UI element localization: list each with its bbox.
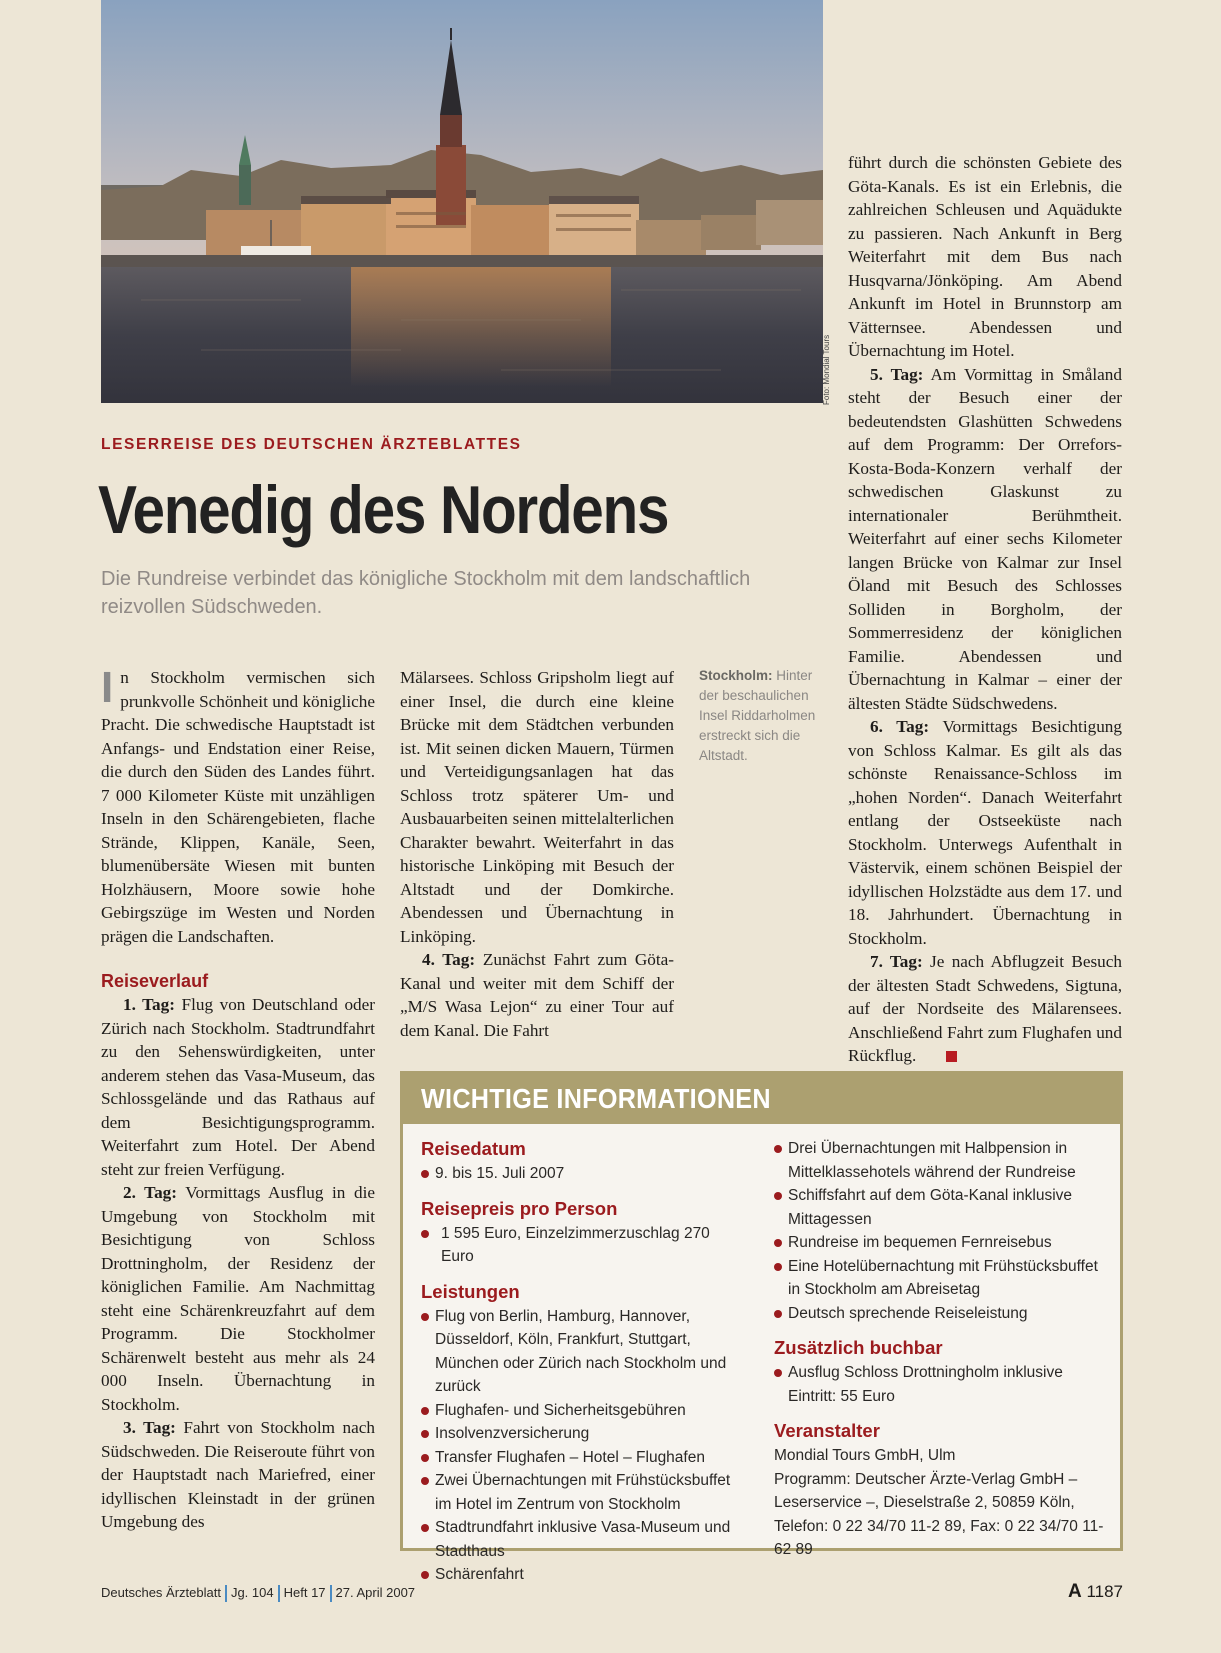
leistungen-list-left bbox=[421, 1305, 741, 1587]
bullet-icon bbox=[421, 1407, 429, 1415]
reisedatum-list bbox=[421, 1162, 741, 1186]
list-item-text: Schärenfahrt bbox=[435, 1566, 524, 1583]
list-item bbox=[774, 1302, 1104, 1326]
day-1-label: 1. Tag: bbox=[123, 995, 175, 1014]
list-item bbox=[774, 1137, 1104, 1184]
reisepreis-list bbox=[421, 1222, 741, 1269]
list-item bbox=[774, 1231, 1104, 1255]
footer-issue: Heft 17 bbox=[283, 1585, 326, 1600]
day-2-paragraph bbox=[101, 1181, 375, 1416]
page-prefix: A bbox=[1067, 1581, 1082, 1602]
bullet-icon bbox=[774, 1369, 782, 1377]
day-3-label: 3. Tag: bbox=[123, 1418, 176, 1437]
bullet-icon bbox=[421, 1230, 429, 1238]
day-6-label: 6. Tag: bbox=[870, 717, 930, 736]
day-6-paragraph bbox=[848, 715, 1122, 950]
day-1-paragraph bbox=[101, 993, 375, 1181]
list-item-text: Insolvenzversicherung bbox=[435, 1425, 590, 1442]
reisedatum-text: 9. bis 15. Juli 2007 bbox=[435, 1165, 565, 1182]
bullet-icon bbox=[774, 1192, 782, 1200]
zusaetzlich-list bbox=[774, 1361, 1104, 1408]
list-item bbox=[421, 1446, 741, 1470]
article-column-3 bbox=[848, 151, 1122, 1068]
intro-text: n Stockholm vermischen sich prunkvolle Schönheit und königliche Pracht. Die schwedische Hauptstadt ist Anfangs- und Endstation einer Reise, die durch den Süden des Landes führt. 7 000 Kilometer Küste mit unzähligen Inseln in den Schärengebieten, flache Strände, Klippen, Kanäle, Seen, blumenübersäte Wiesen mit bunten Holzhäusern, Moore sowie hohe Gebirgszüge im Westen und Norden prägen die Landschaften. bbox=[101, 668, 375, 946]
bullet-icon bbox=[421, 1313, 429, 1321]
day-7-paragraph bbox=[848, 950, 1122, 1068]
list-item-text: Schiffsfahrt auf dem Göta-Kanal inklusive Mittagessen bbox=[788, 1187, 1073, 1228]
leistungen-list-right bbox=[774, 1137, 1104, 1325]
programm-text: Programm: Deutscher Ärzte-Verlag GmbH – Leserservice –, Dieselstraße 2, 50859 Köln, Telefon: 0 22 34/70 11-2 89, Fax: 0 22 34/70 11-62 89 bbox=[774, 1470, 1104, 1558]
bullet-icon bbox=[774, 1310, 782, 1318]
day-7-text: Je nach Abflugzeit Besuch der ältesten Stadt Schwedens, Sigtuna, auf der Nordseite des Mälarensees. Anschließend Fahrt zum Flughafen und Rückflug. bbox=[848, 952, 1122, 1065]
list-item bbox=[774, 1184, 1104, 1231]
reisedatum-title: Reisedatum bbox=[421, 1138, 526, 1159]
zusaetzlich-text: Ausflug Schloss Drottningholm inklusive Eintritt: 55 Euro bbox=[788, 1364, 1063, 1405]
info-box bbox=[400, 1071, 1123, 1583]
day-3-continued: Mälarsees. Schloss Gripsholm liegt auf einer Insel, die durch eine kleine Brücke mit dem Städtchen verbunden ist. Mit seinen dicken Mauern, Türmen und Verteidigungsanlagen hat das Schloss trotz späterer Um- und Ausbauarbeiten seinen mittelalterlichen Charakter bewahrt. Weiterfahrt in das historische Linköping mit Besuch der Altstadt und der Domkirche. Abendessen und Übernachtung in Linköping. bbox=[400, 668, 674, 946]
bullet-icon bbox=[774, 1145, 782, 1153]
bullet-icon bbox=[421, 1170, 429, 1178]
stockholm-skyline-photo bbox=[101, 0, 823, 403]
article-column-2 bbox=[400, 666, 674, 1042]
teaser: Die Rundreise verbindet das königliche Stockholm mit dem landschaftlich reizvollen Südschweden. bbox=[101, 568, 751, 618]
day-2-text: Vormittags Ausflug in die Umgebung von Stockholm mit Besichtigung von Schloss Drottningholm, der Residenz der königlichen Familie. Am Nachmittag steht eine Schärenkreuzfahrt auf dem Programm. Die Stockholmer Schärenwelt besteht aus mehr als 24 000 Inseln. Übernachtung in Stockholm. bbox=[101, 1183, 375, 1414]
list-item-text: Stadtrundfahrt inklusive Vasa-Museum und Stadthaus bbox=[435, 1519, 731, 1560]
day-4-text: Zunächst Fahrt zum Göta-Kanal und weiter mit dem Schiff der „M/S Wasa Lejon“ zu einer Tour auf dem Kanal. Die Fahrt bbox=[400, 950, 674, 1040]
bullet-icon bbox=[774, 1263, 782, 1271]
list-item-text: Rundreise im bequemen Fernreisebus bbox=[788, 1234, 1052, 1251]
bullet-icon bbox=[421, 1454, 429, 1462]
photo-caption bbox=[699, 666, 821, 766]
bullet-icon bbox=[421, 1430, 429, 1438]
info-box-right-column bbox=[774, 1137, 1104, 1562]
page-number bbox=[1068, 1581, 1123, 1603]
day-4-paragraph bbox=[400, 948, 674, 1042]
footer-journal: Deutsches Ärzteblatt bbox=[101, 1585, 221, 1600]
day-3-paragraph bbox=[101, 1416, 375, 1534]
day-5-paragraph bbox=[848, 363, 1122, 716]
info-box-title: WICHTIGE INFORMATIONEN bbox=[421, 1083, 771, 1114]
day-5-text: Am Vormittag in Småland steht der Besuch einer der bedeutendsten Glashütten Schwedens auf dem Programm: Der Orrefors-Kosta-Boda-Konzern verhalf der schwedischen Glaskunst zu internationaler Berühmtheit. Weiterfahrt auf einer sechs Kilometer langen Brücke von Kalmar zur Insel Öland mit Besuch des Schlosses Solliden in Borgholm, der Sommerresidenz der königlichen Familie. Abendessen und Übernachtung in Kalmar – einer der ältesten Städte Südschwedens. bbox=[848, 364, 1122, 713]
list-item-text: Flug von Berlin, Hamburg, Hannover, Düsseldorf, Köln, Frankfurt, Stuttgart, München oder Zürich nach Stockholm und zurück bbox=[435, 1307, 727, 1395]
page-number-value: 1187 bbox=[1086, 1582, 1123, 1601]
info-box-header bbox=[403, 1074, 1120, 1124]
list-item bbox=[421, 1222, 741, 1269]
photo-credit: Foto: Mondial Tours bbox=[822, 334, 831, 405]
leistungen-title: Leistungen bbox=[421, 1280, 520, 1302]
list-item bbox=[774, 1255, 1104, 1302]
list-item-text: Flughafen- und Sicherheitsgebühren bbox=[435, 1401, 686, 1419]
bullet-icon bbox=[421, 1477, 429, 1485]
day-4-label: 4. Tag: bbox=[422, 950, 476, 969]
list-item bbox=[421, 1399, 741, 1423]
list-item bbox=[421, 1469, 741, 1516]
veranstalter-text: Mondial Tours GmbH, Ulm bbox=[774, 1447, 956, 1464]
headline: Venedig des Nordens bbox=[98, 472, 669, 548]
bullet-icon bbox=[774, 1239, 782, 1247]
end-mark-icon bbox=[946, 1051, 957, 1062]
reisepreis-text: 1 595 Euro, Einzelzimmerzuschlag 270 Euro bbox=[441, 1224, 710, 1265]
caption-text: Hinter der beschaulichen Insel Riddarholmen erstreckt sich die Altstadt. bbox=[699, 668, 816, 763]
zusaetzlich-title: Zusätzlich buchbar bbox=[774, 1337, 943, 1358]
footer-date: 27. April 2007 bbox=[335, 1585, 416, 1600]
footer-separator bbox=[330, 1585, 332, 1602]
article-column-1 bbox=[101, 663, 375, 1534]
kicker: LESERREISE DES DEUTSCHEN ÄRZTEBLATTES bbox=[101, 436, 522, 453]
list-item bbox=[421, 1422, 741, 1446]
intro-paragraph bbox=[101, 663, 375, 948]
day-7-label: 7. Tag: bbox=[870, 952, 923, 971]
day-6-text: Vormittags Besichtigung von Schloss Kalmar. Es gilt als das schönste Renaissance-Schloss im „hohen Norden“. Danach Weiterfahrt entlang der Ostseeküste nach Stockholm. Unterwegs Aufenthalt in Västervik, einem schönen Beispiel der idyllischen Holzstädte aus dem 17. und 18. Jahrhundert. Übernachtung in Stockholm. bbox=[848, 717, 1122, 948]
list-item bbox=[421, 1516, 741, 1563]
day-5-label: 5. Tag: bbox=[870, 364, 924, 384]
day-3-text: Fahrt von Stockholm nach Südschweden. Die Reiseroute führt von der Hauptstadt nach Mariefred, einer idyllischen Kleinstadt in der grünen Umgebung des bbox=[101, 1418, 375, 1531]
footer-separator bbox=[278, 1585, 280, 1602]
day-2-label: 2. Tag: bbox=[123, 1183, 177, 1202]
info-box-left-column bbox=[421, 1136, 741, 1587]
list-item bbox=[421, 1162, 741, 1186]
bullet-icon bbox=[421, 1571, 429, 1579]
day-1-text: Flug von Deutschland oder Zürich nach Stockholm. Stadtrundfahrt zu den Sehenswürdigkeiten, unter anderem stehen das Vasa-Museum, das Schlossgelände und das Rathaus auf dem Besichtigungsprogramm. Weiterfahrt zum Hotel. Der Abend steht zur freien Verfügung. bbox=[101, 995, 375, 1179]
dropcap: I bbox=[101, 663, 114, 712]
caption-title: Stockholm: bbox=[699, 668, 773, 683]
reisepreis-title: Reisepreis pro Person bbox=[421, 1197, 618, 1219]
list-item-text: Transfer Flughafen – Hotel – Flughafen bbox=[435, 1448, 705, 1466]
list-item bbox=[774, 1361, 1104, 1408]
list-item-text: Eine Hotelübernachtung mit Frühstücksbuffet in Stockholm am Abreisetag bbox=[788, 1257, 1098, 1298]
subhead-reiseverlauf: Reiseverlauf bbox=[101, 971, 209, 991]
list-item-text: Drei Übernachtungen mit Halbpension in Mittelklassehotels während der Rundreise bbox=[788, 1140, 1076, 1181]
page-footer bbox=[101, 1585, 415, 1602]
list-item-text: Zwei Übernachtungen mit Frühstücksbuffet im Hotel im Zentrum von Stockholm bbox=[435, 1472, 731, 1513]
veranstalter-title: Veranstalter bbox=[774, 1420, 880, 1441]
footer-separator bbox=[225, 1585, 227, 1602]
day-4-continued: führt durch die schönsten Gebiete des Göta-Kanals. Es ist ein Erlebnis, die zahlreichen Schleusen und Aquädukte zu passieren. Nach Ankunft in Berg Weiterfahrt mit dem Bus nach Husqvarna/Jönköping. Am Abend Ankunft im Hotel in Brunnstorp am Vätternsee. Abendessen und Übernachtung im Hotel. bbox=[848, 153, 1122, 360]
footer-volume: Jg. 104 bbox=[230, 1585, 274, 1600]
list-item bbox=[421, 1563, 741, 1587]
list-item bbox=[421, 1305, 741, 1399]
bullet-icon bbox=[421, 1524, 429, 1532]
list-item-text: Deutsch sprechende Reiseleistung bbox=[788, 1304, 1028, 1322]
